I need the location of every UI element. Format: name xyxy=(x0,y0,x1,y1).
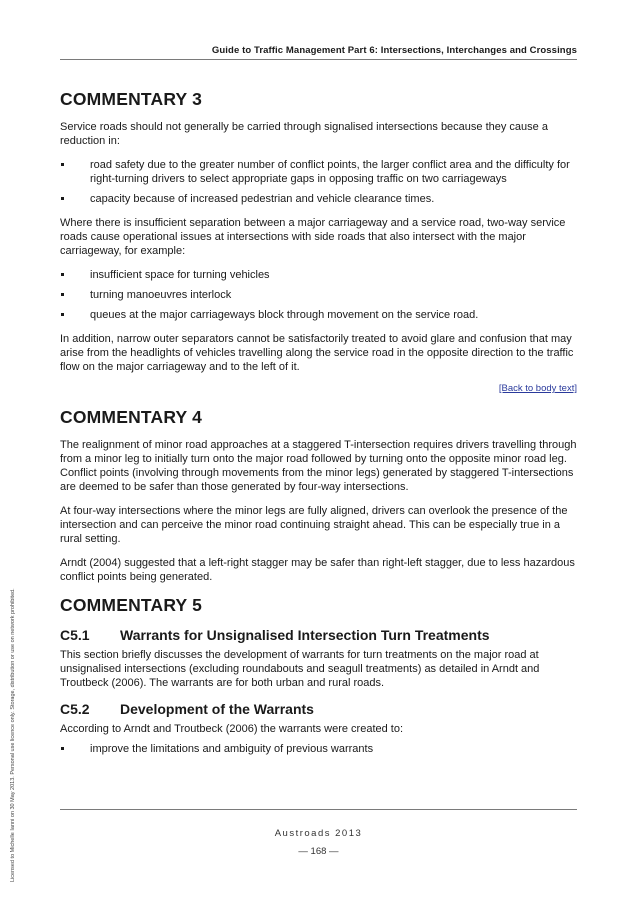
c3-bullet-list-1 xyxy=(60,158,577,206)
list-item xyxy=(60,158,577,186)
list-item-text: insufficient space for turning vehicles xyxy=(90,269,270,281)
list-item-text: road safety due to the greater number of conflict points, the larger conflict area and the difficulty for right-turning drivers to select appropriate gaps in opposing traffic on two carriageways xyxy=(90,159,570,185)
footer-divider xyxy=(60,809,577,810)
section-number: C5.2 xyxy=(60,701,90,717)
footer-organisation: Austroads 2013 xyxy=(274,828,363,839)
list-item xyxy=(60,268,577,282)
c4-paragraph-3: Arndt (2004) suggested that a left-right stagger may be safer than right-left stagger, due to less hazardous conflict points being generated. xyxy=(60,557,575,583)
list-item-text: improve the limitations and ambiguity of previous warrants xyxy=(90,743,374,755)
section-c5-1-heading xyxy=(60,626,577,644)
section-number: C5.1 xyxy=(60,627,90,643)
back-to-body-link[interactable]: [Back to body text] xyxy=(498,383,577,394)
list-item xyxy=(60,192,577,206)
bullet-icon xyxy=(61,163,64,166)
bullet-icon xyxy=(61,273,64,276)
list-item-text: turning manoeuvres interlock xyxy=(90,289,232,301)
list-item-text: capacity because of increased pedestrian and vehicle clearance times. xyxy=(90,193,435,205)
bullet-icon xyxy=(61,293,64,296)
bullet-icon xyxy=(61,747,64,750)
list-item-text: queues at the major carriageways block through movement on the service road. xyxy=(90,309,479,321)
c3-paragraph-3: In addition, narrow outer separators cannot be satisfactorily treated to avoid glare and confusion that may arise from the headlights of vehicles travelling along the service road in the opposite direction to the traffic flow on the major carriageway and to the left of it. xyxy=(60,333,574,373)
list-item xyxy=(60,288,577,302)
commentary-4 xyxy=(60,406,577,584)
running-header: Guide to Traffic Management Part 6: Intersections, Interchanges and Crossings xyxy=(211,45,577,56)
page-number: — 168 — xyxy=(298,846,339,857)
list-item xyxy=(60,308,577,322)
c3-bullet-list-2 xyxy=(60,268,577,322)
bullet-icon xyxy=(61,313,64,316)
section-title: Warrants for Unsignalised Intersection Turn Treatments xyxy=(120,627,490,643)
c5-2-bullet-list xyxy=(60,742,577,756)
licence-watermark: Licensed to Michelle Ianni on 30 May 2013. Personal use licence only. Storage, distribution or use on network prohibited. xyxy=(10,588,16,882)
list-item xyxy=(60,742,577,756)
commentary-5 xyxy=(60,594,577,756)
page-content xyxy=(60,88,577,766)
header-divider xyxy=(60,59,577,60)
section-title: Development of the Warrants xyxy=(120,701,314,717)
bullet-icon xyxy=(61,197,64,200)
c5-2-paragraph: According to Arndt and Troutbeck (2006) the warrants were created to: xyxy=(60,723,404,735)
c3-paragraph-2: Where there is insufficient separation between a major carriageway and a service road, two-way service roads cause operational issues at intersections with side roads that also intersect with the major carriageway, for example: xyxy=(60,217,566,257)
commentary-3 xyxy=(60,88,577,396)
c4-paragraph-2: At four-way intersections where the minor legs are fully aligned, drivers can overlook the presence of the intersection and can perceive the minor road continuing straight ahead. This can be especially true in a rural setting. xyxy=(60,505,568,545)
commentary-3-heading: COMMENTARY 3 xyxy=(60,89,203,109)
section-c5-2-heading xyxy=(60,700,577,718)
commentary-4-heading: COMMENTARY 4 xyxy=(60,407,203,427)
c3-intro-paragraph: Service roads should not generally be carried through signalised intersections because they cause a reduction in: xyxy=(60,121,548,147)
c5-1-paragraph: This section briefly discusses the development of warrants for turn treatments on the major road at unsignalised intersections (excluding roundabouts and seagull treatments) as detailed in Arndt and Troutbeck (2006). The warrants are for both urban and rural roads. xyxy=(60,649,540,689)
commentary-5-heading: COMMENTARY 5 xyxy=(60,595,203,615)
c4-paragraph-1: The realignment of minor road approaches at a staggered T-intersection requires drivers travelling through from a minor leg to initially turn onto the major road followed by turning onto the opposite minor road leg. Conflict points (involving through movements from the minor legs) generated by staggered T-intersections are deemed to be safer than those generated by four-way intersections. xyxy=(60,439,577,493)
